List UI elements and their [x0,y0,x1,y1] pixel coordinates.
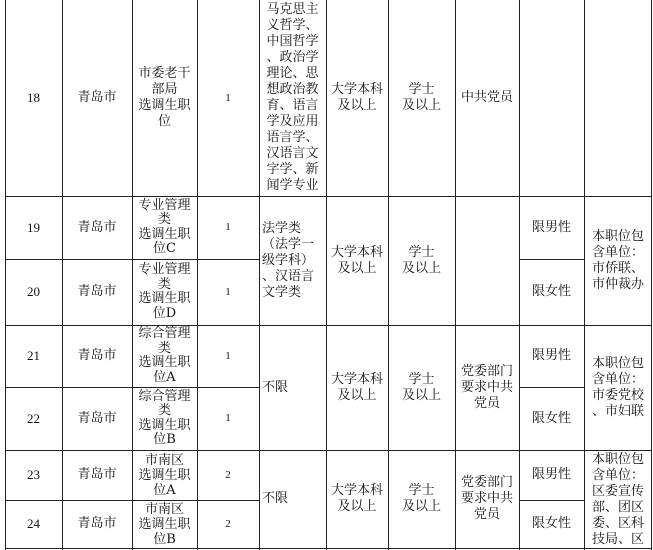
grid-line [5,325,652,326]
grid-line [519,259,584,260]
gender-cell: 限女性 [531,516,571,531]
grid-line [584,0,585,550]
headcount-cell: 1 [225,349,231,362]
gender-cell [519,0,584,196]
degree-cell: 学士 及以上 [401,371,441,403]
position-cell: 专业管理 类 选调生职 位C [138,197,191,256]
major-cell: 马克思主 义哲学、 中国哲学 、政治学 理论、思 想政治教 育、语言 学及应用 语言学、 汉语言文 字学、新 闻学专业 [266,2,319,193]
city-cell: 青岛市 [77,516,117,531]
headcount-cell: 2 [225,468,231,481]
gender-cell: 限女性 [531,284,571,299]
position-cell: 市南区 选调生职 位A [138,452,191,498]
major-cell: 不限 [262,491,289,506]
degree-cell: 学士 及以上 [401,244,441,276]
position-cell: 市委老干 部局 选调生职 位 [138,66,191,129]
position-cell: 综合管理 类 选调生职 位B [138,388,191,447]
political-status-cell: 中共党员 [460,90,513,105]
headcount-cell: 1 [225,91,231,104]
note-cell [584,0,652,196]
political-status-cell: 党委部门 要求中共 党员 [460,475,513,522]
row-number: 23 [27,467,40,482]
grid-line [62,0,63,550]
headcount-cell: 1 [225,412,231,425]
gender-cell: 限男性 [531,467,571,482]
headcount-cell: 1 [225,221,231,234]
grid-line [5,548,652,549]
note-cell: 本职位包 含单位： 市委党校 、市妇联 [591,355,644,419]
grid-line [388,0,389,550]
grid-line [197,0,198,550]
grid-line [326,0,327,550]
political-status-cell: 党委部门 要求中共 党员 [460,363,513,411]
city-cell: 青岛市 [77,90,117,105]
education-cell: 大学本科 及以上 [330,244,383,276]
education-cell: 大学本科 及以上 [330,82,383,113]
grid-line [5,500,259,501]
major-cell: 不限 [262,379,289,395]
gender-cell: 限男性 [531,219,571,235]
grid-line [259,0,260,550]
degree-cell: 学士 及以上 [401,483,441,514]
grid-line [651,0,652,550]
row-number: 24 [27,516,40,531]
education-cell: 大学本科 及以上 [330,483,383,514]
grid-line [5,387,259,388]
note-cell: 本职位包 含单位： 市侨联、 市仲裁办 [591,228,644,292]
grid-line [519,387,584,388]
grid-line [455,0,456,550]
row-number: 22 [27,410,40,426]
headcount-cell: 2 [225,517,231,530]
city-cell: 青岛市 [77,467,117,482]
headcount-cell: 1 [225,285,231,298]
grid-line [5,0,6,550]
city-cell: 青岛市 [77,219,117,235]
grid-line [519,500,584,501]
grid-line [519,0,520,550]
major-cell: 法学类 （法学一 级学科） 、汉语言 文学类 [262,220,315,300]
degree-cell: 学士 及以上 [401,82,441,113]
political-status-cell [455,196,519,325]
note-cell: 本职位包 含单位： 区委宣传 部、团区 委、区科 技局、区 [591,452,644,547]
row-number: 19 [27,219,40,235]
education-cell: 大学本科 及以上 [330,371,383,403]
gender-cell: 限女性 [531,410,571,426]
row-number: 20 [27,284,40,299]
row-number: 18 [27,90,40,105]
grid-line [5,196,652,197]
row-number: 21 [27,348,40,363]
position-cell: 综合管理 类 选调生职 位A [138,326,191,385]
grid-line [5,450,652,451]
position-cell: 专业管理 类 选调生职 位D [138,262,191,321]
gender-cell: 限男性 [531,348,571,363]
city-cell: 青岛市 [77,410,117,426]
city-cell: 青岛市 [77,348,117,363]
position-cell: 市南区 选调生职 位B [138,501,191,547]
grid-line [5,259,259,260]
grid-line [132,0,133,550]
city-cell: 青岛市 [77,284,117,299]
